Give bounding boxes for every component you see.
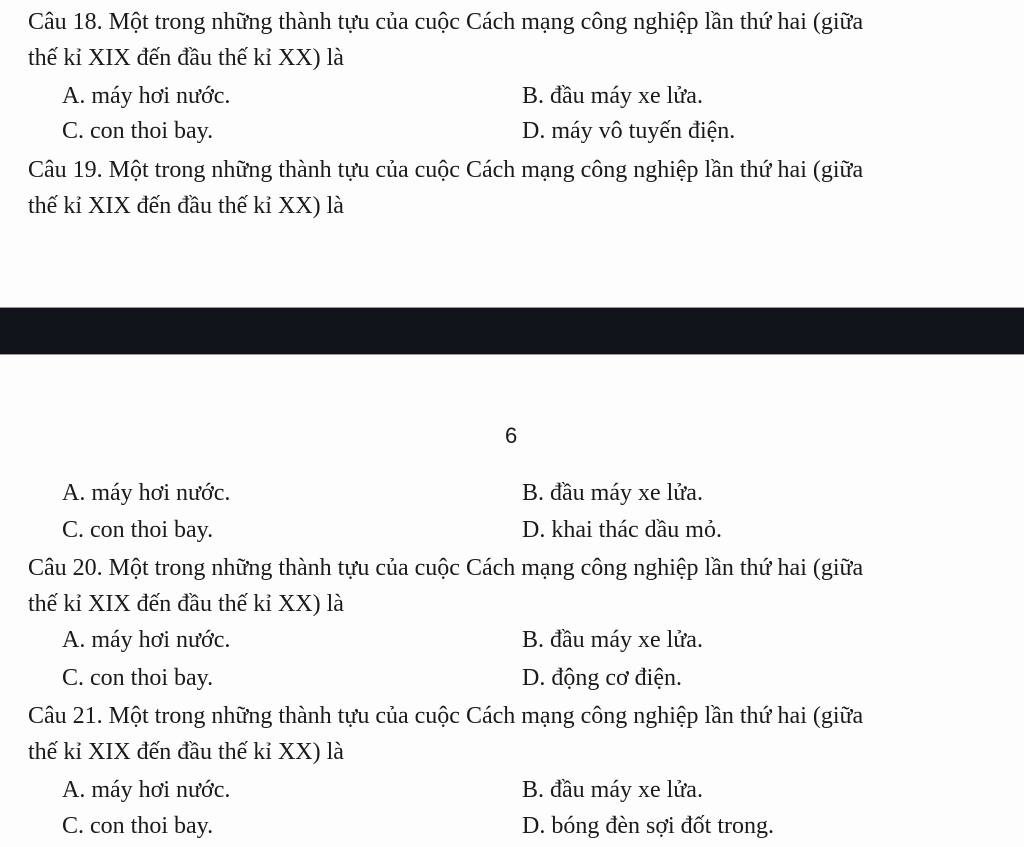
question-20-option-b: B. đầu máy xe lửa. bbox=[522, 627, 703, 653]
question-19-text-cont: thế kỉ XIX đến đầu thế kỉ XX) là bbox=[28, 193, 344, 219]
question-20-option-d: D. động cơ điện. bbox=[522, 665, 682, 691]
question-21-option-a: A. máy hơi nước. bbox=[62, 777, 231, 803]
question-19-option-d: D. khai thác dầu mỏ. bbox=[522, 517, 722, 543]
question-21-text: Câu 21. Một trong những thành tựu của cuộc Cách mạng công nghiệp lần thứ hai (giữa bbox=[28, 703, 864, 729]
question-18-option-c: C. con thoi bay. bbox=[62, 118, 214, 144]
question-20-text: Câu 20. Một trong những thành tựu của cuộc Cách mạng công nghiệp lần thứ hai (giữa bbox=[28, 555, 864, 581]
question-21-text-cont: thế kỉ XIX đến đầu thế kỉ XX) là bbox=[28, 739, 344, 765]
page-break-band bbox=[0, 307, 1024, 355]
page-number: 6 bbox=[505, 423, 518, 448]
question-19-option-b: B. đầu máy xe lửa. bbox=[522, 480, 703, 506]
question-18-option-a: A. máy hơi nước. bbox=[62, 83, 231, 109]
question-19-option-c: C. con thoi bay. bbox=[62, 517, 214, 543]
question-18-option-d: D. máy vô tuyến điện. bbox=[522, 118, 736, 144]
question-19-text: Câu 19. Một trong những thành tựu của cuộc Cách mạng công nghiệp lần thứ hai (giữa bbox=[28, 157, 864, 183]
question-20-text-cont: thế kỉ XIX đến đầu thế kỉ XX) là bbox=[28, 591, 344, 617]
question-19-option-a: A. máy hơi nước. bbox=[62, 480, 231, 506]
question-18-text-cont: thế kỉ XIX đến đầu thế kỉ XX) là bbox=[28, 45, 344, 71]
question-20-option-c: C. con thoi bay. bbox=[62, 665, 214, 691]
question-21-option-b: B. đầu máy xe lửa. bbox=[522, 777, 703, 803]
question-18-option-b: B. đầu máy xe lửa. bbox=[522, 83, 703, 109]
question-21-option-d: D. bóng đèn sợi đốt trong. bbox=[522, 813, 775, 839]
question-21-option-c: C. con thoi bay. bbox=[62, 813, 214, 839]
question-20-option-a: A. máy hơi nước. bbox=[62, 627, 231, 653]
question-18-text: Câu 18. Một trong những thành tựu của cuộc Cách mạng công nghiệp lần thứ hai (giữa bbox=[28, 9, 864, 35]
